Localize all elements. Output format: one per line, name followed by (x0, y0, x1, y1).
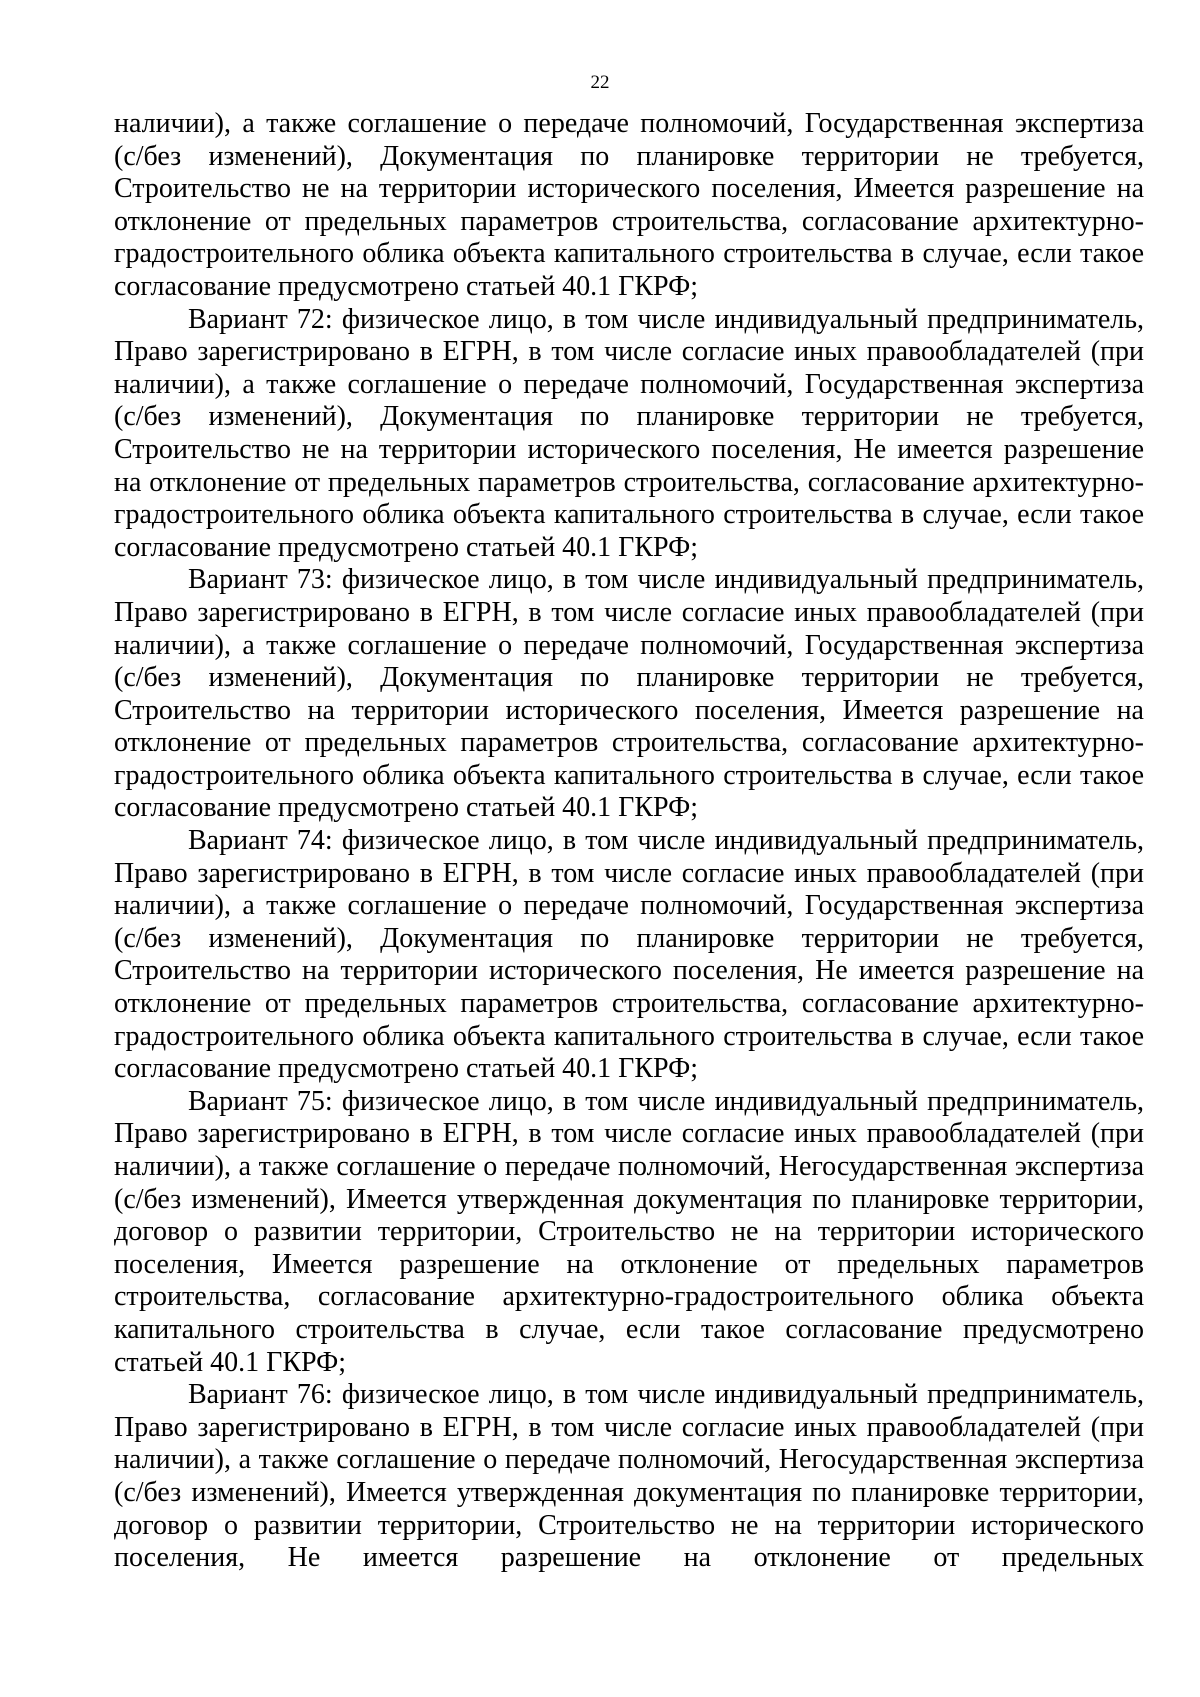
document-body (114, 108, 1144, 1575)
paragraph-continuation: наличии), а также соглашение о передаче полномочий, Государственная экспертиза (с/без изменений), Документация по планировке территории не требуется, Строительство не на территории исторического поселения, Имеется разрешение на отклонение от предельных параметров строительства, согласование архитектурно-градостроительного облика объекта капитального строительства в случае, если такое согласование предусмотрено статьей 40.1 ГКРФ; (114, 108, 1144, 302)
paragraph-variant-73: Вариант 73: физическое лицо, в том числе индивидуальный предприниматель, Право зарегистрировано в ЕГРН, в том числе согласие иных правообладателей (при наличии), а также соглашение о передаче полномочий, Государственная экспертиза (с/без изменений), Документация по планировке территории не требуется, Строительство на территории исторического поселения, Имеется разрешение на отклонение от предельных параметров строительства, согласование архитектурно-градостроительного облика объекта капитального строительства в случае, если такое согласование предусмотрено статьей 40.1 ГКРФ; (114, 564, 1144, 824)
paragraph-variant-74: Вариант 74: физическое лицо, в том числе индивидуальный предприниматель, Право зарегистрировано в ЕГРН, в том числе согласие иных правообладателей (при наличии), а также соглашение о передаче полномочий, Государственная экспертиза (с/без изменений), Документация по планировке территории не требуется, Строительство на территории исторического поселения, Не имеется разрешение на отклонение от предельных параметров строительства, согласование архитектурно-градостроительного облика объекта капитального строительства в случае, если такое согласование предусмотрено статьей 40.1 ГКРФ; (114, 825, 1144, 1085)
paragraph-variant-75: Вариант 75: физическое лицо, в том числе индивидуальный предприниматель, Право зарегистрировано в ЕГРН, в том числе согласие иных правообладателей (при наличии), а также соглашение о передаче полномочий, Негосударственная экспертиза (с/без изменений), Имеется утвержденная документация по планировке территории, договор о развитии территории, Строительство не на территории исторического поселения, Имеется разрешение на отклонение от предельных параметров строительства, согласование архитектурно-градостроительного облика объекта капитального строительства в случае, если такое согласование предусмотрено статьей 40.1 ГКРФ; (114, 1085, 1144, 1378)
page-number: 22 (590, 72, 610, 93)
paragraph-variant-72: Вариант 72: физическое лицо, в том числе индивидуальный предприниматель, Право зарегистрировано в ЕГРН, в том числе согласие иных правообладателей (при наличии), а также соглашение о передаче полномочий, Государственная экспертиза (с/без изменений), Документация по планировке территории не требуется, Строительство не на территории исторического поселения, Не имеется разрешение на отклонение от предельных параметров строительства, согласование архитектурно-градостроительного облика объекта капитального строительства в случае, если такое согласование предусмотрено статьей 40.1 ГКРФ; (114, 303, 1144, 563)
paragraph-variant-76: Вариант 76: физическое лицо, в том числе индивидуальный предприниматель, Право зарегистрировано в ЕГРН, в том числе согласие иных правообладателей (при наличии), а также соглашение о передаче полномочий, Негосударственная экспертиза (с/без изменений), Имеется утвержденная документация по планировке территории, договор о развитии территории, Строительство не на территории исторического поселения, Не имеется разрешение на отклонение от предельных (114, 1379, 1144, 1574)
